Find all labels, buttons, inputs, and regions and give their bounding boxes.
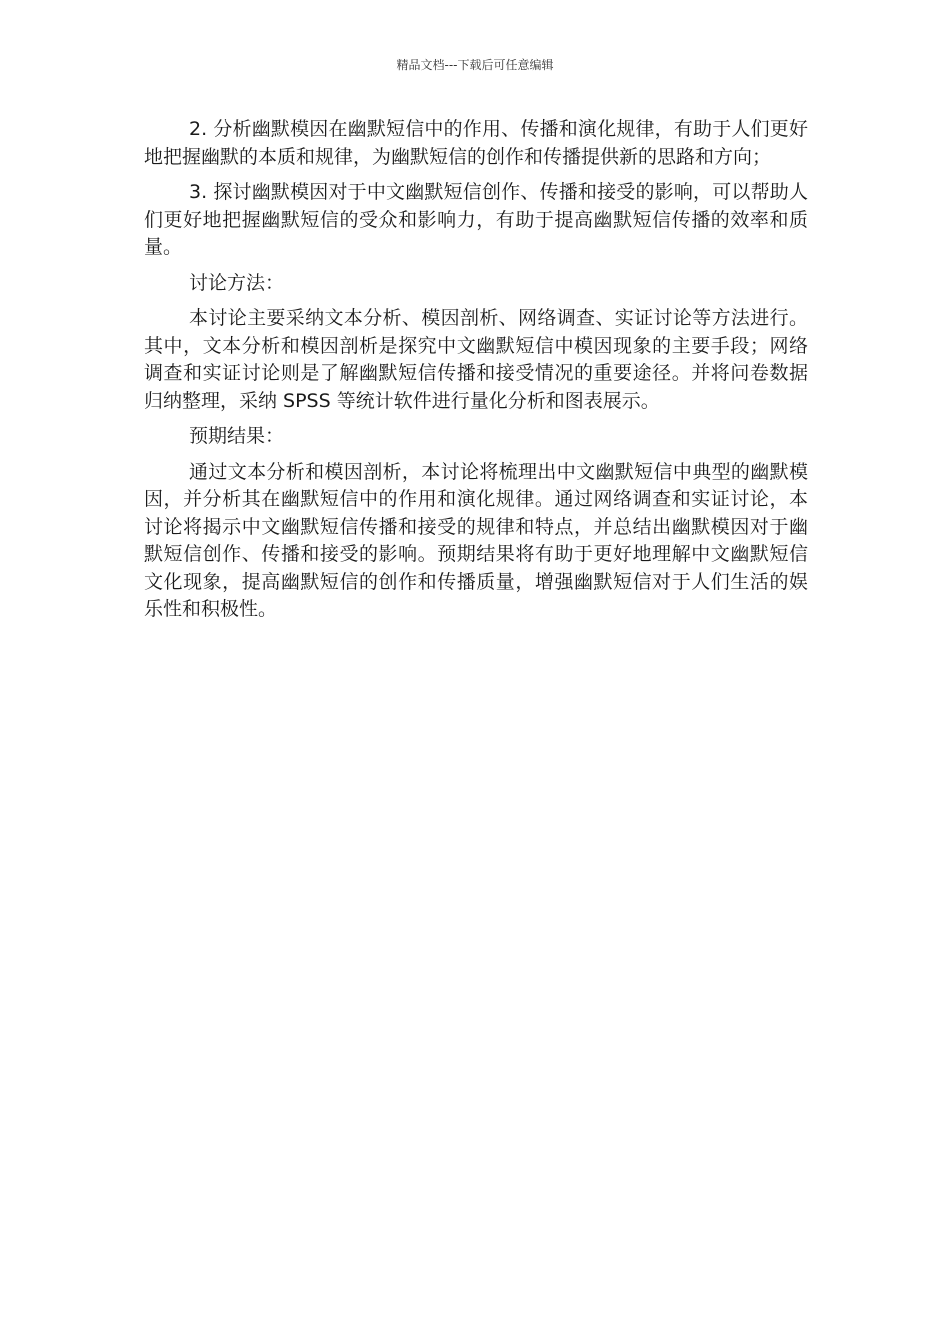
paragraph-point-3: 3. 探讨幽默模因对于中文幽默短信创作、传播和接受的影响，可以帮助人们更好地把握幽默短信的受众和影响力，有助于提高幽默短信传播的效率和质量。	[144, 181, 808, 258]
paragraph-methods: 本讨论主要采纳文本分析、模因剖析、网络调查、实证讨论等方法进行。其中，文本分析和模因剖析是探究中文幽默短信中模因现象的主要手段；网络调查和实证讨论则是了解幽默短信传播和接受情况的重要途径。并将问卷数据归纳整理，采纳 SPSS 等统计软件进行量化分析和图表展示。	[144, 307, 808, 412]
page-header: 精品文档---下载后可任意编辑	[396, 58, 554, 72]
section-heading-methods: 讨论方法：	[189, 271, 285, 294]
paragraph-expected-results: 通过文本分析和模因剖析，本讨论将梳理出中文幽默短信中典型的幽默模因，并分析其在幽默短信中的作用和演化规律。通过网络调查和实证讨论，本讨论将揭示中文幽默短信传播和接受的规律和特点，并总结出幽默模因对于幽默短信创作、传播和接受的影响。预期结果将有助于更好地理解中文幽默短信文化现象，提高幽默短信的创作和传播质量，增强幽默短信对于人们生活的娱乐性和积极性。	[144, 460, 808, 620]
section-heading-expected-results: 预期结果：	[189, 425, 285, 447]
document-body	[144, 116, 808, 632]
paragraph-point-2: 2. 分析幽默模因在幽默短信中的作用、传播和演化规律，有助于人们更好地把握幽默的本质和规律，为幽默短信的创作和传播提供新的思路和方向；	[144, 118, 808, 168]
